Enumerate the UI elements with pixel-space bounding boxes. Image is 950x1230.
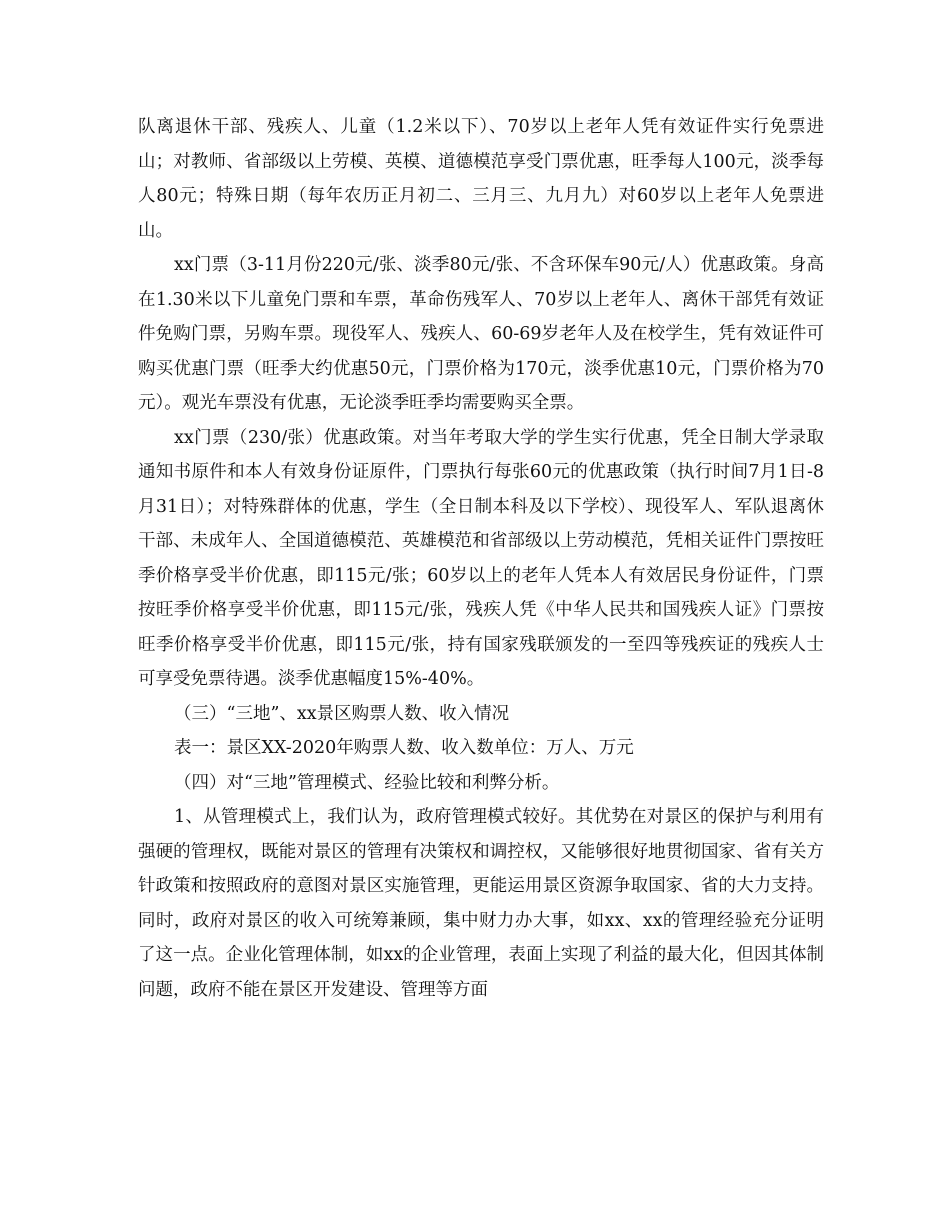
paragraph-ticket-policy-1: xx门票（3-11月份220元/张、淡季80元/张、不含环保车90元/人）优惠政策。身高在1.30米以下儿童免门票和车票，革命伤残军人、70岁以上老年人、离休干部凭有效证件免购门票，另购车票。现役军人、残疾人、60-69岁老年人及在校学生，凭有效证件可购买优惠门票（旺季大约优惠50元，门票价格为170元，淡季优惠10元，门票价格为70元）。观光车票没有优惠，无论淡季旺季均需要购买全票。 (138, 255, 824, 413)
paragraph-management-model: 1、从管理模式上，我们认为，政府管理模式较好。其优势在对景区的保护与利用有强硬的管理权，既能对景区的管理有决策权和调控权，又能够很好地贯彻国家、省有关方针政策和按照政府的意图对景区实施管理，更能运用景区资源争取国家、省的大力支持。同时，政府对景区的收入可统筹兼顾，集中财力办大事，如xx、xx的管理经验充分证明了这一点。企业化管理体制，如xx的企业管理，表面上实现了利益的最大化，但因其体制问题，政府不能在景区开发建设、管理等方面 (138, 807, 824, 1000)
paragraph-ticket-policy-2: xx门票（230/张）优惠政策。对当年考取大学的学生实行优惠，凭全日制大学录取通知书原件和本人有效身份证原件，门票执行每张60元的优惠政策（执行时间7月1日-8月31日）；对特殊群体的优惠，学生（全日制本科及以下学校）、现役军人、军队退离休干部、未成年人、全国道德模范、英雄模范和省部级以上劳动模范，凭相关证件门票按旺季价格享受半价优惠，即115元/张；60岁以上的老年人凭本人有效居民身份证件，门票按旺季价格享受半价优惠，即115元/张，残疾人凭《中华人民共和国残疾人证》门票按旺季价格享受半价优惠，即115元/张，持有国家残联颁发的一至四等残疾证的残疾人士可享受免票待遇。淡季优惠幅度15%-40%。 (138, 427, 824, 689)
paragraph-exemption-policy: 队离退休干部、残疾人、儿童（1.2米以下）、70岁以上老年人凭有效证件实行免票进山；对教师、省部级以上劳模、英模、道德模范享受门票优惠，旺季每人100元，淡季每人80元；特殊日期（每年农历正月初二、三月三、九月九）对60岁以上老年人免票进山。 (138, 117, 824, 241)
section-heading-4: （四）对“三地”管理模式、经验比较和利弊分析。 (174, 772, 560, 793)
table-caption: 表一：景区XX-2020年购票人数、收入数单位：万人、万元 (174, 738, 634, 758)
section-heading-3: （三）“三地”、xx景区购票人数、收入情况 (174, 703, 510, 724)
document-body (138, 110, 824, 1007)
